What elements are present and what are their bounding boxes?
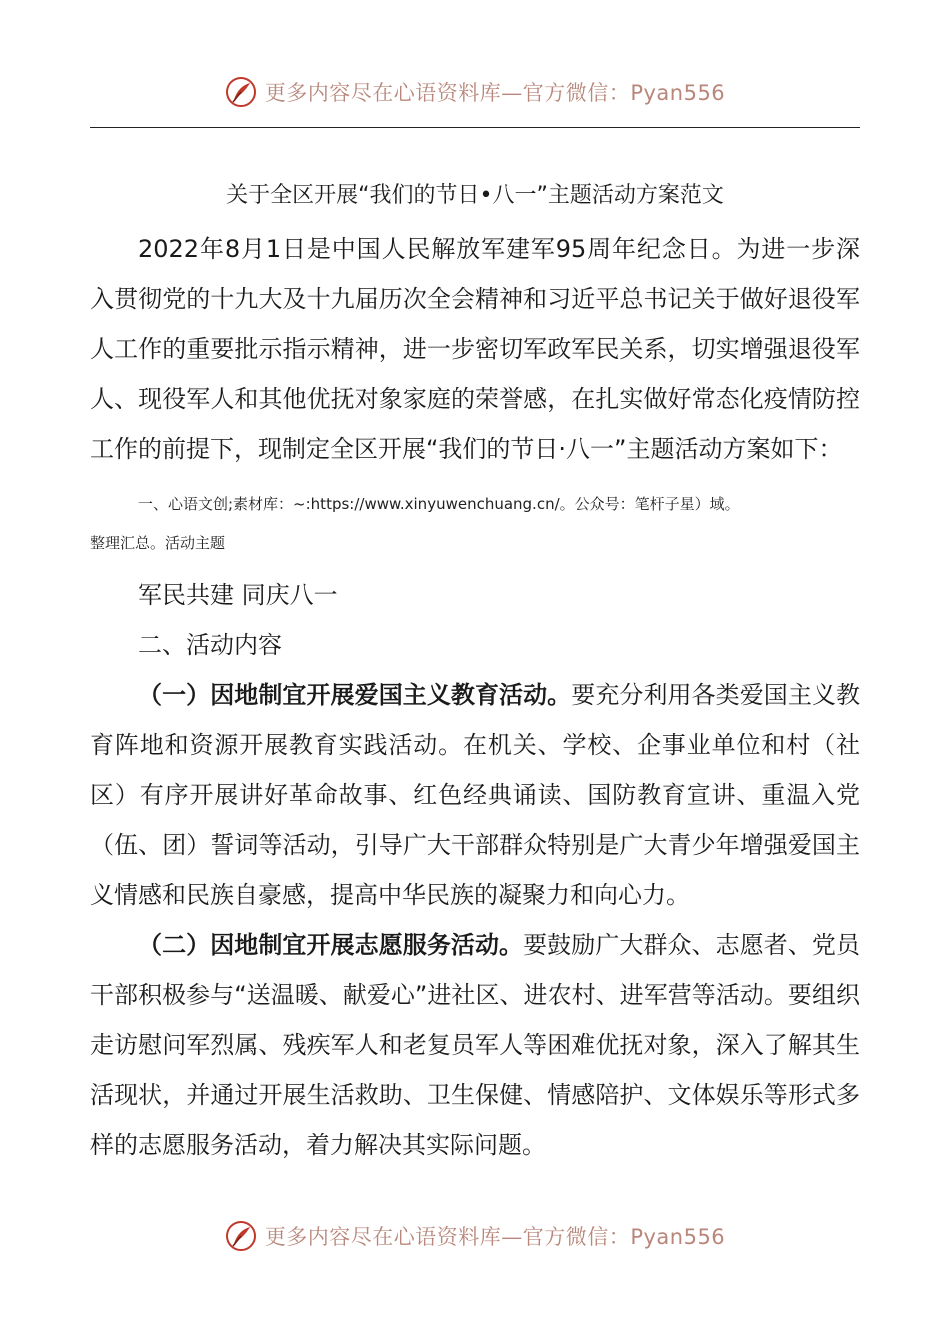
document-body [90,172,860,1170]
item-2-body: 要鼓励广大群众、志愿者、党员干部积极参与“送温暖、献爱心”进社区、进农村、进军营等活动。要组织走访慰问军烈属、残疾军人和老复员军人等困难优抚对象，深入了解其生活现状，并通过开展生活救助、卫生保健、情感陪护、文体娱乐等形式多样的志愿服务活动，着力解决其实际问题。 [90,931,861,1159]
header-banner [0,70,950,114]
theme-text: 军民共建 同庆八一 [138,581,338,609]
header-divider [90,127,860,128]
section-heading-activities: 二、活动内容 [138,631,282,659]
item-1-body: 要充分利用各类爱国主义教育阵地和资源开展教育实践活动。在机关、学校、企事业单位和村（社区）有序开展讲好革命故事、红色经典诵读、国防教育宣讲、重温入党（伍、团）誓词等活动，引导广大干部群众特别是广大青少年增强爱国主义情感和民族自豪感，提高中华民族的凝聚力和向心力。 [90,681,861,909]
header-banner-text: 更多内容尽在心语资料库—官方微信：Pyan556 [264,81,726,105]
footer-wechat-id: Pyan556 [630,1225,726,1249]
item-patriotic-education [90,670,860,920]
item-1-heading: （一）因地制宜开展爱国主义教育活动。 [138,681,572,709]
small-note-line-1: 一、心语文创;素材库：~:https://www.xinyuwenchuang.cn/。公众号：笔杆子星）域。 [138,495,740,513]
feather-quill-logo-icon [225,1220,257,1252]
document-title: 关于全区开展“我们的节日•八一”主题活动方案范文 [226,183,724,208]
footer-banner [0,1214,950,1258]
feather-quill-logo-icon [225,76,257,108]
small-note-line-2: 整理汇总。活动主题 [90,534,226,552]
intro-paragraph: 2022年8月1日是中国人民解放军建军95周年纪念日。为进一步深入贯彻党的十九大及十九届历次全会精神和习近平总书记关于做好退役军人工作的重要批示指示精神，进一步密切军政军民关系，切实增强退役军人、现役军人和其他优抚对象家庭的荣誉感，在扎实做好常态化疫情防控工作的前提下，现制定全区开展“我们的节日·八一”主题活动方案如下： [90,235,860,463]
footer-banner-text: 更多内容尽在心语资料库—官方微信：Pyan556 [264,1225,726,1249]
item-2-heading: （二）因地制宜开展志愿服务活动。 [138,931,524,959]
header-wechat-id: Pyan556 [630,81,726,105]
item-volunteer-service [90,920,860,1170]
